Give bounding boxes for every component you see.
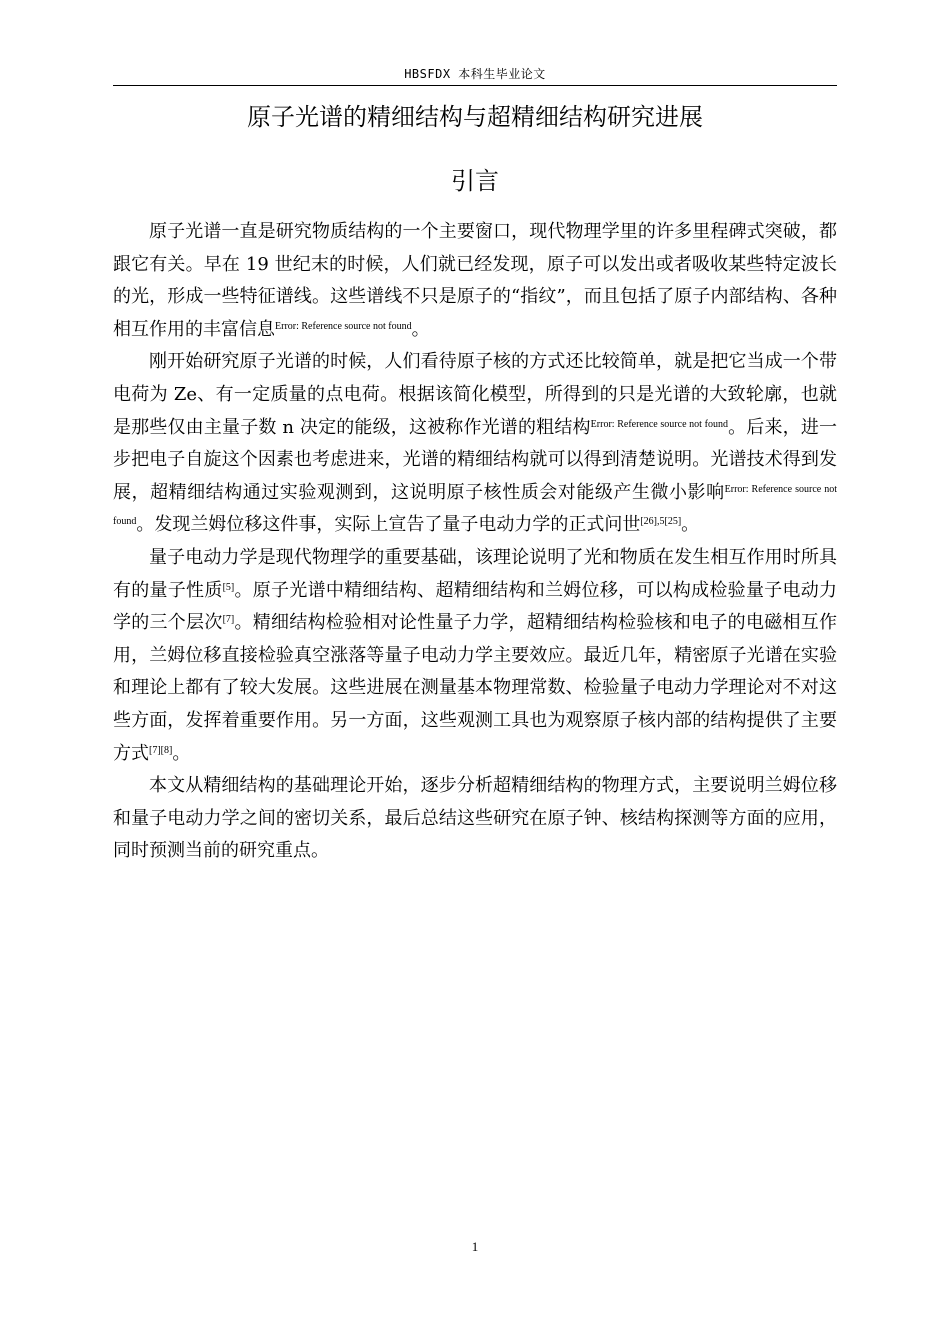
paragraph-text: 本文从精细结构的基础理论开始，逐步分析超精细结构的物理方式，主要说明兰姆位移和量子电动力学之间的密切关系，最后总结这些研究在原子钟、核结构探测等方面的应用，同时预测当前的研究重点。 [113,775,837,862]
paragraph-text: 。原子光谱中精细结构、超精细结构和兰姆位移，可以构成检验量子电动力学的三个层次 [113,579,838,634]
citation-marker: Error: Reference source not found [590,418,728,430]
citation-marker: Error: Reference source not found [275,320,412,332]
section-heading: 引言 [451,167,499,195]
citation-marker: [5] [222,581,235,593]
paragraph-text: 。 [411,318,430,340]
paragraph-text: 刚开始研究原子光谱的时候，人们看待原子核的方式还比较简单，就是把它当成一个带电荷为 Ze、有一定质量的点电荷。根据该简化模型，所得到的只是光谱的大致轮廓，也就是那些仅由主量子数 n 决定的能级，这被称作光谱的粗结构 [113,351,837,438]
paragraph-text: 。后来，进一步把电子自旋这个因素也考虑进来，光谱的精细结构就可以得到清楚说明。光谱技术得到发展，超精细结构通过实验观测到，这说明原子核性质会对能级产生微小影响 [113,416,837,503]
paragraph [113,346,837,542]
page-title: 原子光谱的精细结构与超精细结构研究进展 [247,103,703,131]
paragraph-text: 原子光谱一直是研究物质结构的一个主要窗口，现代物理学里的许多里程碑式突破，都跟它有关。早在 19 世纪末的时候，人们就已经发现，原子可以发出或者吸收某些特定波长的光，形成一些特征谱线。这些谱线不只是原子的“指纹”，而且包括了原子内部结构、各种相互作用的丰富信息 [113,221,837,340]
paragraph-text: 量子电动力学是现代物理学的重要基础，该理论说明了光和物质在发生相互作用时所具有的量子性质 [113,546,837,601]
paragraph [113,542,837,770]
citation-marker: [7][8] [149,744,173,756]
header-rule [113,85,837,86]
paragraph-text: 。 [172,742,191,764]
paragraph [113,216,837,346]
citation-marker: Error: Reference source not found [113,483,838,528]
paragraph-text: 。 [681,514,700,536]
paragraph-text: 。精细结构检验相对论性量子力学，超精细结构检验核和电子的电磁相互作用，兰姆位移直接检验真空涨落等量子电动力学主要效应。最近几年，精密原子光谱在实验和理论上都有了较大发展。这些进展在测量基本物理常数、检验量子电动力学理论对不对这些方面，发挥着重要作用。另一方面，这些观测工具也为观察原子核内部的结构提供了主要方式 [113,612,838,764]
paragraph [113,770,837,868]
citation-marker: [7] [222,614,235,626]
citation-marker: [26],5[25] [640,516,682,528]
body-text [113,216,837,868]
paragraph-text: 。发现兰姆位移这件事，实际上宣告了量子电动力学的正式问世 [136,514,641,536]
page-number: 1 [471,1239,479,1254]
running-header: HBSFDX 本科生毕业论文 [404,67,546,81]
